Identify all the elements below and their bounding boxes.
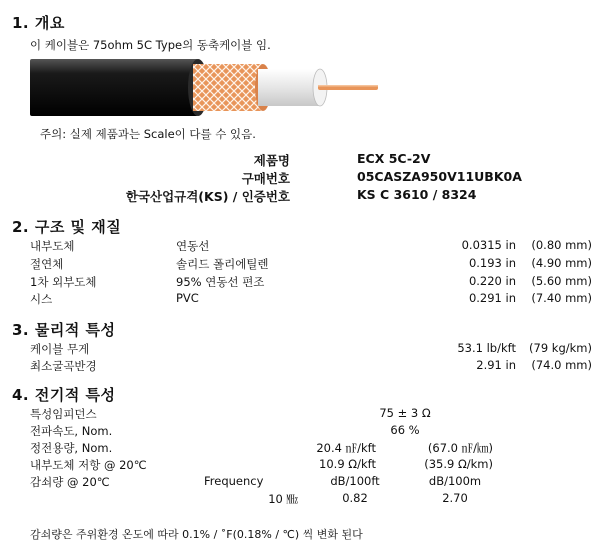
structure-part: 내부도체 <box>30 239 75 253</box>
physical-metric: (74.0 mm) <box>531 358 592 372</box>
structure-part: 절연체 <box>30 257 64 271</box>
capacitance-metric: (67.0 ㎋/㎞) <box>427 441 493 455</box>
capacitance-value: 20.4 ㎋/kft <box>316 441 376 455</box>
physical-value: 53.1 lb/kft <box>457 341 516 355</box>
purchase-number-value: 05CASZA950V11UBK0A <box>357 169 522 184</box>
structure-size-mm: (7.40 mm) <box>531 291 592 305</box>
purchase-number-label: 구매번호 <box>241 171 290 186</box>
coaxial-cable-illustration <box>30 55 380 120</box>
structure-size-in: 0.291 in <box>468 291 516 305</box>
velocity-label: 전파속도, Nom. <box>30 424 113 438</box>
cable-jacket <box>30 59 198 116</box>
physical-label: 케이블 무게 <box>30 342 90 356</box>
structure-material: PVC <box>176 291 199 305</box>
capacitance-label: 정전용량, Nom. <box>30 441 113 455</box>
overview-description: 이 케이블은 75ohm 5C Type의 동축케이블 임. <box>30 38 271 52</box>
physical-metric: (79 kg/km) <box>529 341 592 355</box>
cable-braid <box>193 64 263 111</box>
structure-material: 연동선 <box>176 239 210 253</box>
resistance-value: 10.9 Ω/kft <box>319 457 376 471</box>
structure-size-mm: (5.60 mm) <box>531 274 592 288</box>
section-heading-overview: 1. 개요 <box>12 14 65 32</box>
db-per-100ft-header: dB/100ft <box>330 474 380 488</box>
overview-scale-note: 주의: 실제 제품과는 Scale이 다를 수 있음. <box>40 127 256 141</box>
ks-label: 한국산업규격(KS) / 인증번호 <box>125 189 290 204</box>
product-name-value: ECX 5C-2V <box>357 151 431 166</box>
physical-value: 2.91 in <box>476 358 516 372</box>
section-heading-electrical: 4. 전기적 특성 <box>12 386 116 404</box>
velocity-value: 66 % <box>390 423 420 437</box>
impedance-value: 75 ± 3 Ω <box>379 406 431 420</box>
db-per-100m-value: 2.70 <box>442 491 468 505</box>
product-name-label: 제품명 <box>253 153 290 168</box>
section-heading-structure: 2. 구조 및 재질 <box>12 218 122 236</box>
attenuation-label: 감쇠량 @ 20℃ <box>30 475 110 489</box>
structure-size-in: 0.193 in <box>468 256 516 270</box>
structure-part: 시스 <box>30 292 53 306</box>
impedance-label: 특성임피던스 <box>30 407 97 421</box>
cable-insulation <box>258 69 320 106</box>
attenuation-footnote: 감쇠량은 주위환경 온도에 따라 0.1% / ˚F(0.18% / ℃) 씩 변화 된다 <box>30 528 363 541</box>
ks-value: KS C 3610 / 8324 <box>357 187 477 202</box>
db-per-100ft-value: 0.82 <box>342 491 368 505</box>
structure-material: 95% 연동선 편조 <box>176 275 265 289</box>
resistance-label: 내부도체 저항 @ 20℃ <box>30 458 147 472</box>
db-per-100m-header: dB/100m <box>428 474 482 488</box>
structure-material: 솔리드 폴리에틸렌 <box>176 257 269 271</box>
structure-size-in: 0.0315 in <box>461 238 516 252</box>
structure-size-mm: (0.80 mm) <box>531 238 592 252</box>
structure-size-mm: (4.90 mm) <box>531 256 592 270</box>
physical-label: 최소굴곡반경 <box>30 359 97 373</box>
structure-size-in: 0.220 in <box>468 274 516 288</box>
resistance-metric: (35.9 Ω/km) <box>424 457 493 471</box>
frequency-header: Frequency <box>204 474 264 488</box>
frequency-value: 10 ㎒ <box>268 492 298 506</box>
structure-part: 1차 외부도체 <box>30 275 97 289</box>
section-heading-physical: 3. 물리적 특성 <box>12 321 116 339</box>
